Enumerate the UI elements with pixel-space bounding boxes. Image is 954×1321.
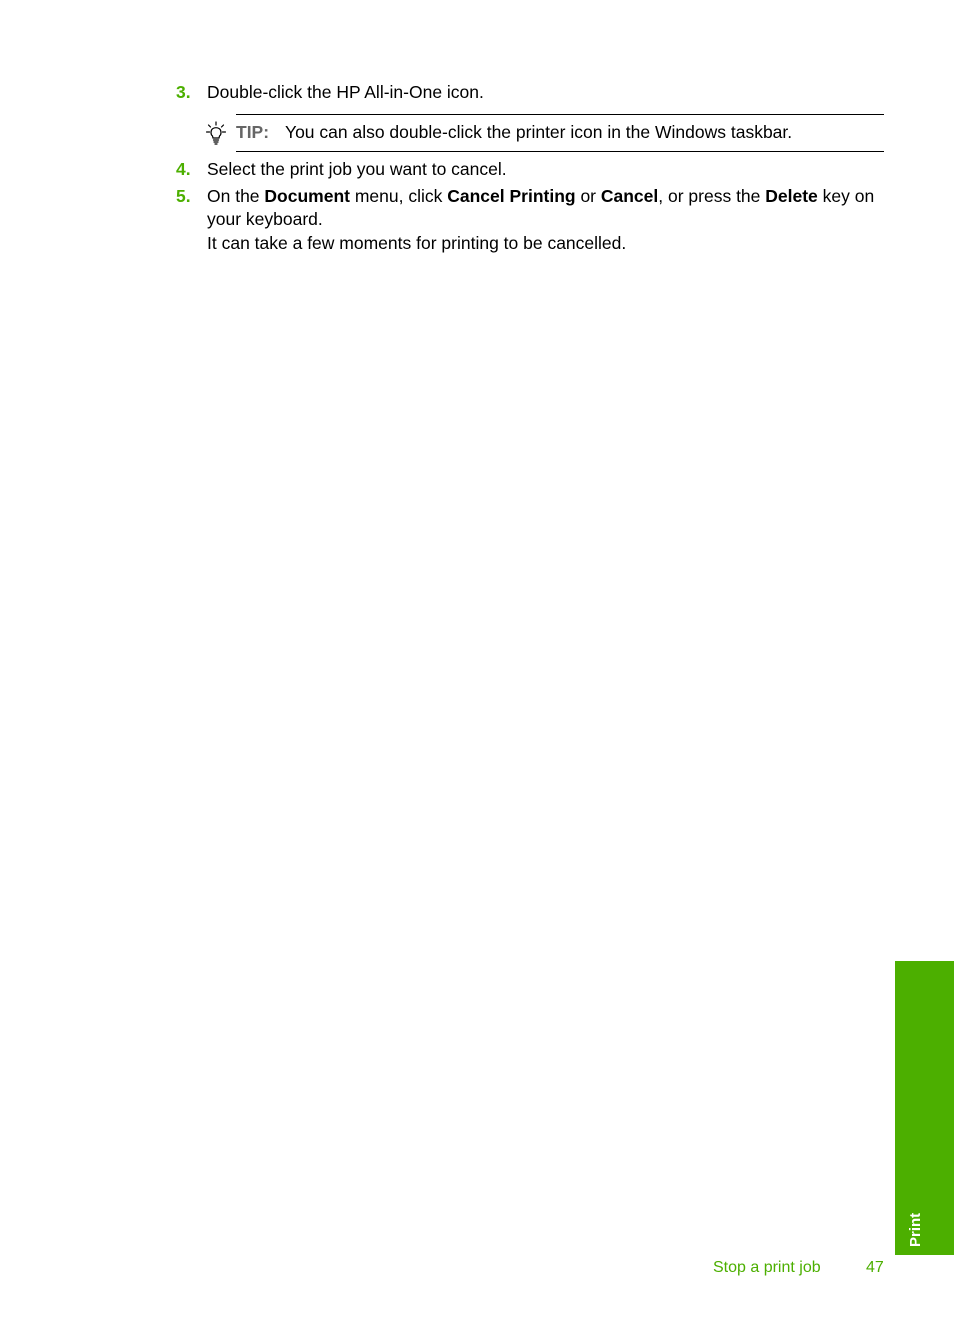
step-5 (176, 185, 886, 255)
tip-label: TIP: (236, 122, 270, 142)
step-number: 3. (176, 82, 191, 102)
step-number: 5. (176, 186, 191, 206)
chapter-side-tab-label: Print (907, 1212, 924, 1247)
step-4 (176, 158, 886, 181)
step-text-part: key on your keyboard. (207, 186, 875, 229)
tip-text: You can also double-click the printer icon in the Windows taskbar. (285, 122, 793, 142)
footer-page-number: 47 (866, 1259, 884, 1276)
step-text-part: menu, click (349, 186, 448, 206)
step-text-part: On the (207, 186, 265, 206)
step-text (207, 185, 886, 231)
step-text: Double-click the HP All-in-One icon. (207, 82, 484, 102)
chapter-side-tab (895, 961, 954, 1255)
lightbulb-icon (206, 121, 226, 145)
command-cancel: Cancel (600, 186, 659, 206)
footer-section-title: Stop a print job (713, 1259, 821, 1276)
step-note: It can take a few moments for printing to be cancelled. (207, 233, 627, 253)
tip-box (236, 114, 884, 152)
key-delete: Delete (765, 186, 818, 206)
step-text-part: or (575, 186, 601, 206)
step-text: Select the print job you want to cancel. (207, 159, 507, 179)
step-number: 4. (176, 159, 191, 179)
step-3 (176, 81, 886, 104)
step-text-part: , or press the (658, 186, 766, 206)
menu-name-document: Document (264, 186, 350, 206)
command-cancel-printing: Cancel Printing (447, 186, 576, 206)
